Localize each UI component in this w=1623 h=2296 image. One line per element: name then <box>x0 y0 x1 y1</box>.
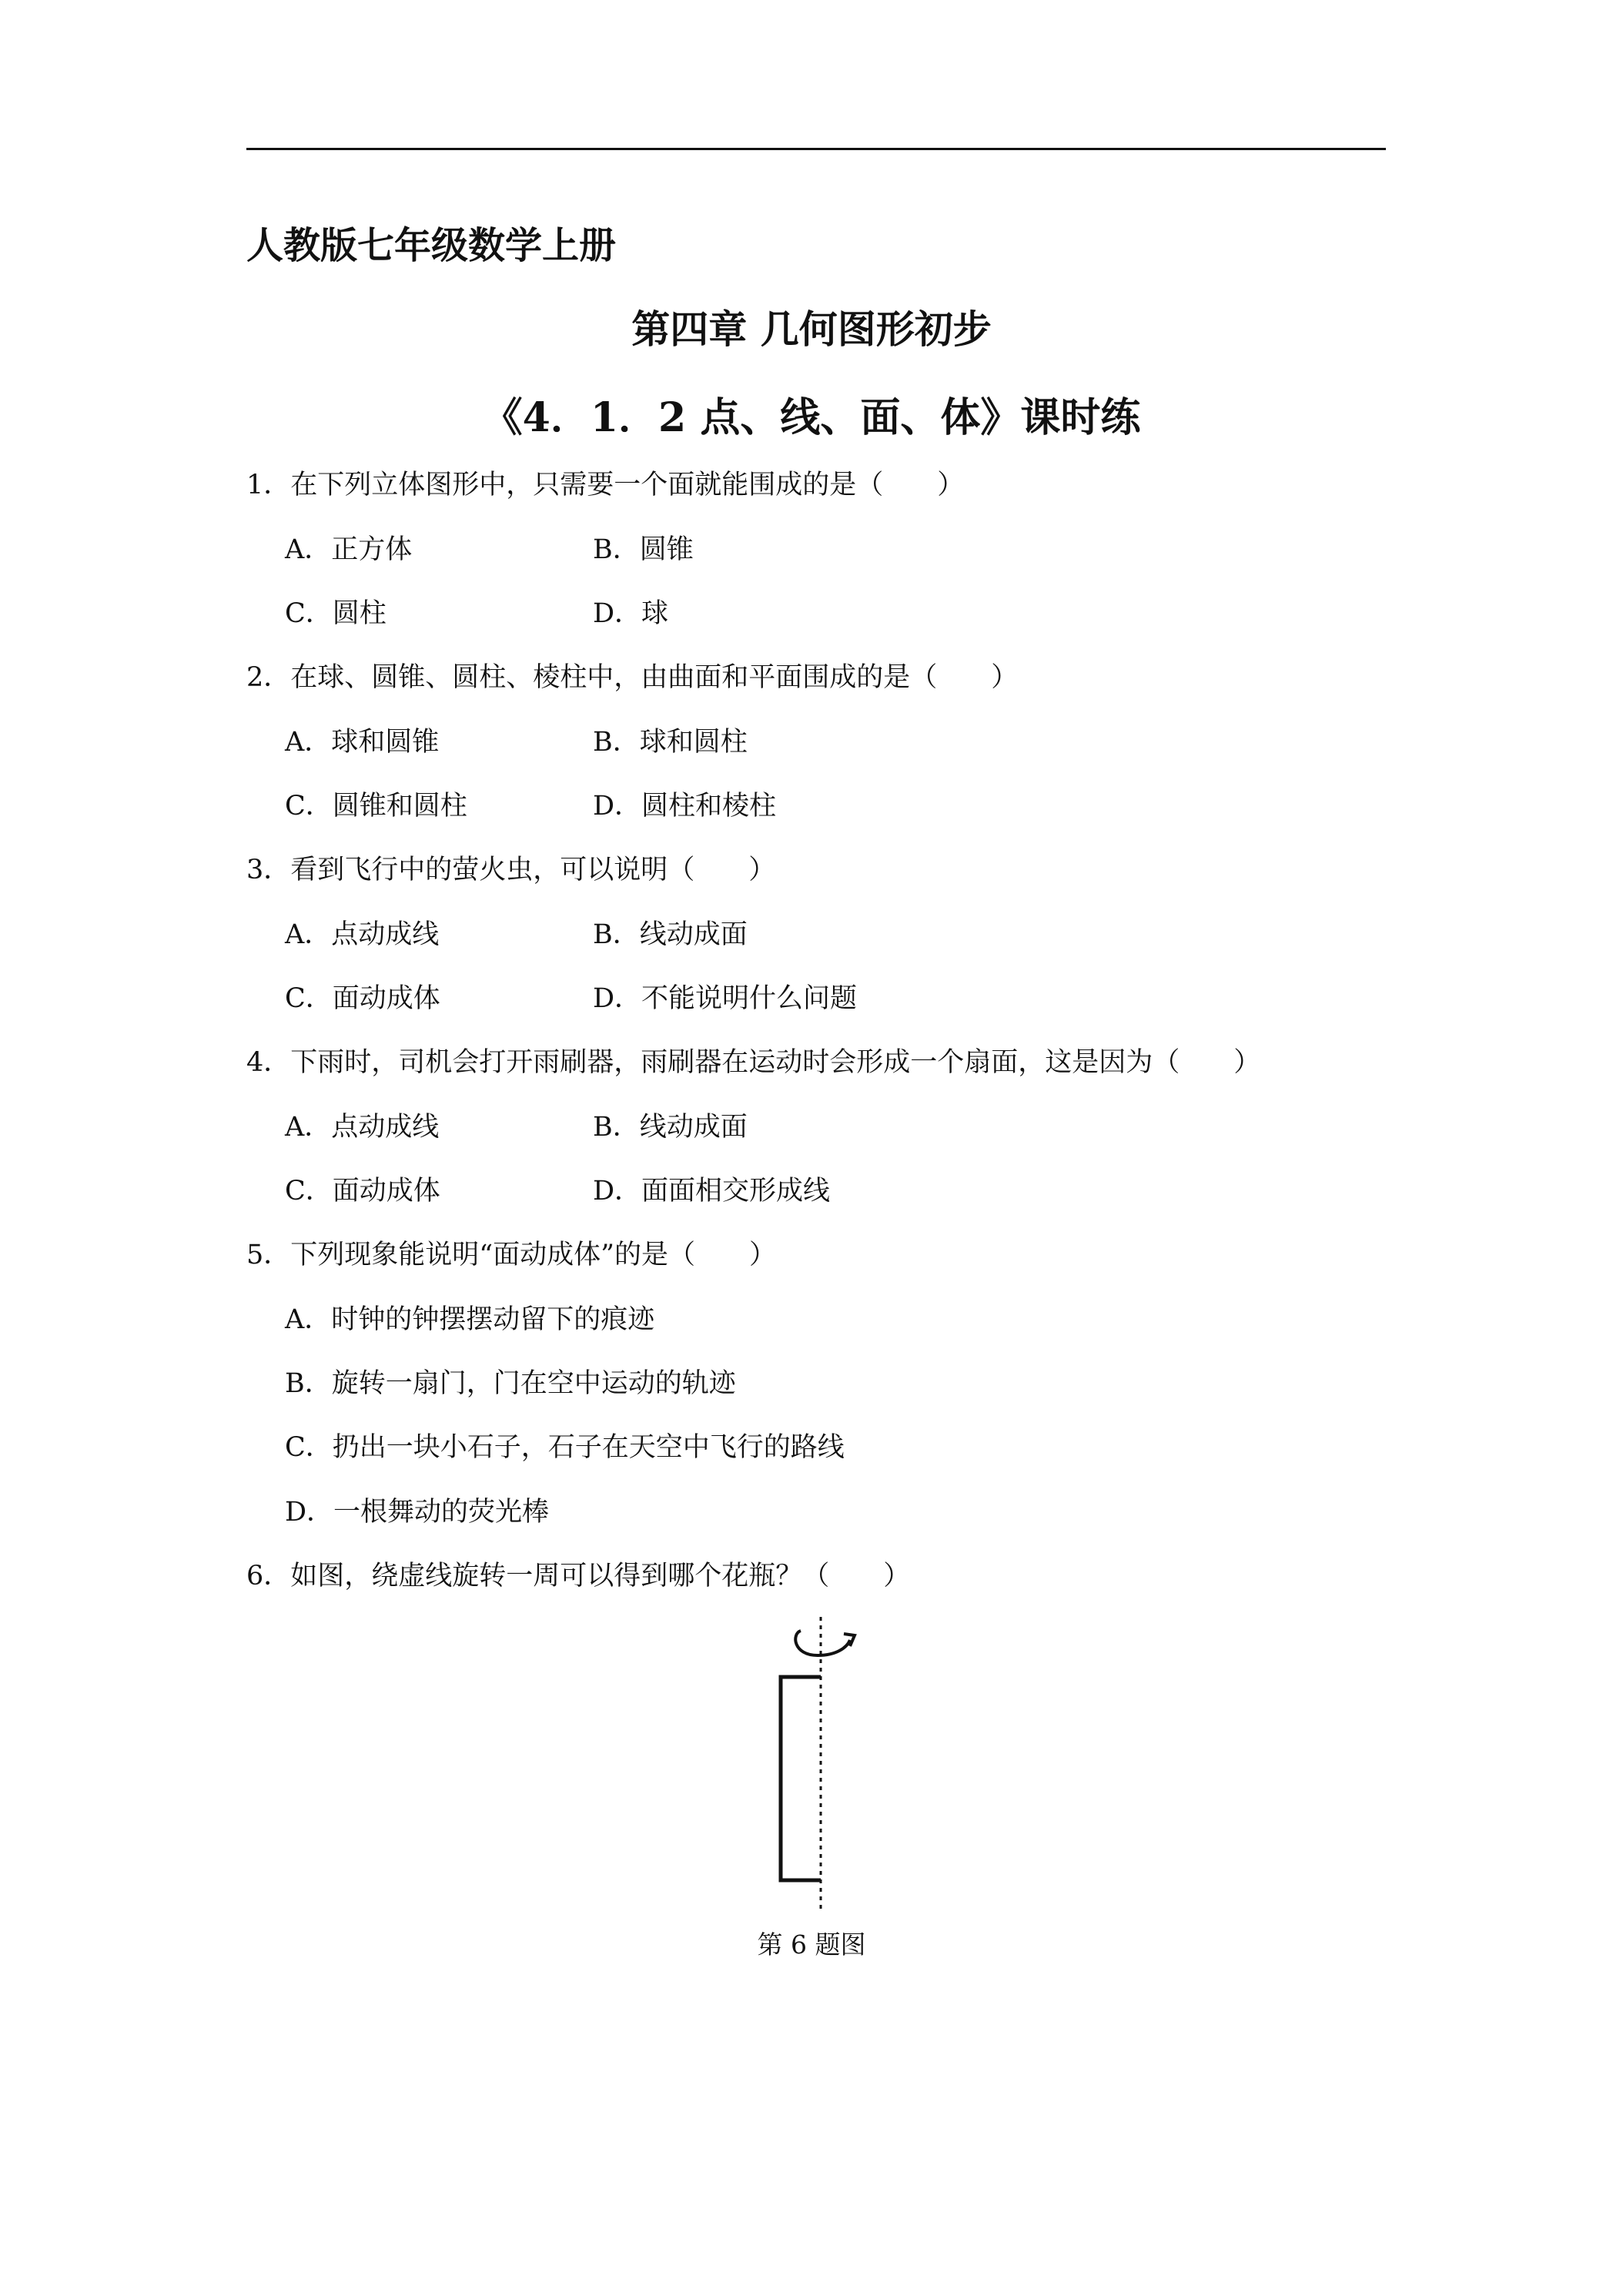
rotation-figure <box>770 1617 878 1909</box>
question-4-stem: 4．下雨时，司机会打开雨刷器，雨刷器在运动时会形成一个扇面，这是因为（ ） <box>246 1047 1261 1078</box>
question-1-option-c: C．圆柱 <box>285 598 387 629</box>
question-4-option-d: D．面面相交形成线 <box>593 1176 831 1207</box>
figure-caption: 第 6 题图 <box>757 1930 866 1960</box>
question-2-option-c: C．圆锥和圆柱 <box>285 791 467 822</box>
question-2-stem: 2．在球、圆锥、圆柱、棱柱中，由曲面和平面围成的是（ ） <box>246 662 1019 693</box>
question-3-option-c: C．面动成体 <box>285 983 440 1014</box>
question-5-option-a: A．时钟的钟摆摆动留下的痕迹 <box>285 1304 655 1335</box>
question-2-option-d: D．圆柱和棱柱 <box>593 791 777 822</box>
chapter-title: 第四章 几何图形初步 <box>631 307 992 352</box>
question-3-option-b: B．线动成面 <box>593 919 748 950</box>
rotation-arrow-icon <box>795 1631 850 1655</box>
header-rule <box>246 148 1386 150</box>
question-3-option-d: D．不能说明什么问题 <box>593 983 858 1014</box>
rectangle-shape <box>781 1677 821 1880</box>
question-5-stem: 5．下列现象能说明“面动成体”的是（ ） <box>246 1240 777 1270</box>
question-6-stem: 6．如图，绕虚线旋转一周可以得到哪个花瓶？（ ） <box>246 1561 911 1591</box>
question-5-option-b: B．旋转一扇门，门在空中运动的轨迹 <box>285 1368 736 1399</box>
question-3-option-a: A．点动成线 <box>285 919 440 950</box>
question-4-option-c: C．面动成体 <box>285 1176 440 1207</box>
question-5-option-d: D．一根舞动的荧光棒 <box>285 1497 550 1528</box>
question-1-stem: 1．在下列立体图形中，只需要一个面就能围成的是（ ） <box>246 470 965 500</box>
question-4-option-b: B．线动成面 <box>593 1112 748 1143</box>
question-2-option-b: B．球和圆柱 <box>593 727 748 758</box>
question-2-option-a: A．球和圆锥 <box>285 727 440 758</box>
lesson-title: 《4．1．2 点、线、面、体》课时练 <box>482 394 1141 441</box>
question-1-option-b: B．圆锥 <box>593 534 694 565</box>
question-1-option-a: A．正方体 <box>285 534 413 565</box>
book-title: 人教版七年级数学上册 <box>246 224 617 267</box>
question-3-stem: 3．看到飞行中的萤火虫，可以说明（ ） <box>246 855 776 885</box>
question-1-option-d: D．球 <box>593 598 669 629</box>
question-4-option-a: A．点动成线 <box>285 1112 440 1143</box>
question-5-option-c: C．扔出一块小石子，石子在天空中飞行的路线 <box>285 1432 845 1463</box>
